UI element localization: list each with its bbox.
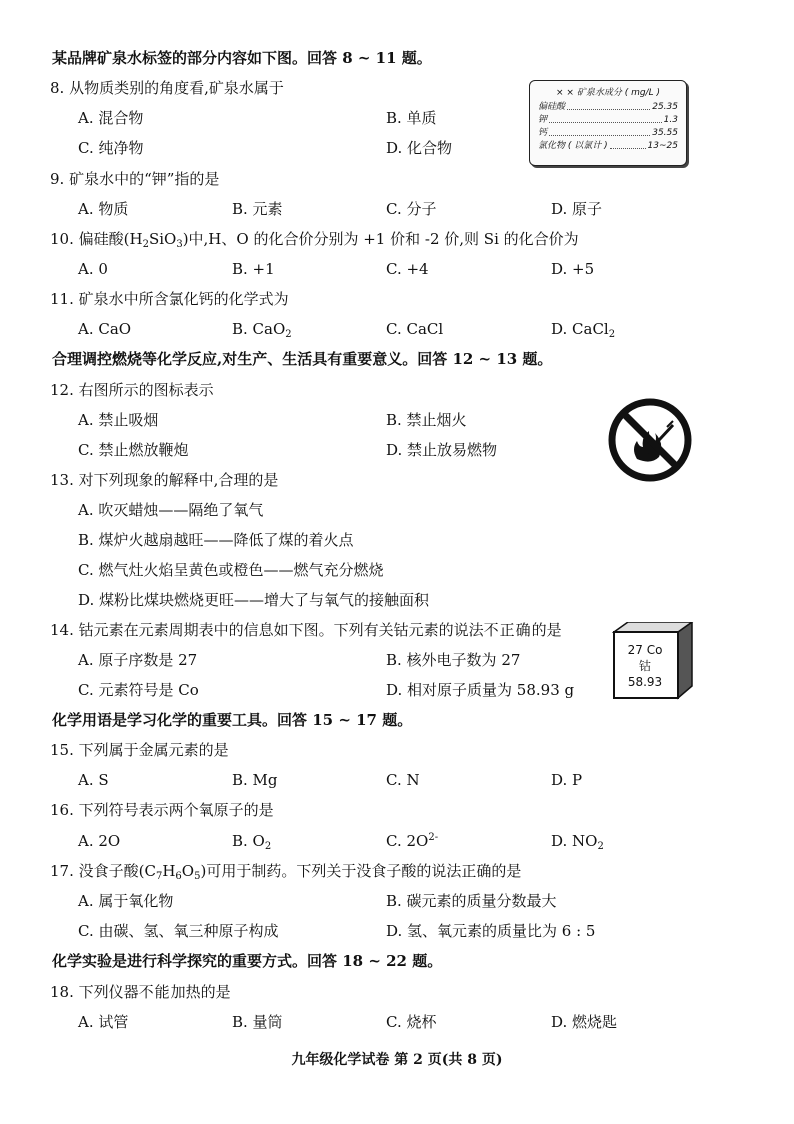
q18-option-c[interactable]: C. 烧杯 — [386, 1013, 437, 1031]
question-12-stem: 12. 右图所示的图标表示 — [50, 381, 214, 399]
q12-option-d[interactable]: D. 禁止放易燃物 — [386, 441, 498, 459]
q13-option-a[interactable]: A. 吹灭蜡烛——隔绝了氧气 — [78, 501, 264, 519]
q10-option-d[interactable]: D. +5 — [551, 260, 595, 278]
q8-option-b[interactable]: B. 单质 — [386, 109, 437, 127]
emphasis-not-correct: 不正确 — [483, 621, 532, 639]
q14-option-c[interactable]: C. 元素符号是 Co — [78, 681, 199, 699]
q8-option-a[interactable]: A. 混合物 — [78, 109, 144, 127]
q16-option-c[interactable]: C. $2O^{2-}$ — [386, 832, 439, 850]
q9-option-d[interactable]: D. 原子 — [551, 200, 603, 218]
q18-option-a[interactable]: A. 试管 — [78, 1013, 129, 1031]
q13-option-b[interactable]: B. 煤炉火越扇越旺——降低了煤的着火点 — [78, 531, 354, 549]
question-18-stem: 18. 下列仪器不能加热的是 — [50, 983, 231, 1001]
label-row: 氯化物 ( 以氯计 ) 13~25 — [538, 141, 678, 151]
q11-option-d[interactable]: D. CaCl$_2$ — [551, 320, 616, 340]
q8-option-d[interactable]: D. 化合物 — [386, 139, 453, 157]
q12-option-b[interactable]: B. 禁止烟火 — [386, 411, 467, 429]
q11-option-c[interactable]: C. CaCl — [386, 320, 444, 338]
question-11-stem: 11. 矿泉水中所含氯化钙的化学式为 — [50, 290, 289, 308]
q10-option-a[interactable]: A. 0 — [78, 260, 108, 278]
q14-option-b[interactable]: B. 核外电子数为 27 — [386, 651, 521, 669]
q18-option-b[interactable]: B. 量筒 — [232, 1013, 283, 1031]
q8-option-c[interactable]: C. 纯净物 — [78, 139, 144, 157]
question-10-stem: 10. 偏硅酸$(H_2SiO_3)$中,H、O 的化合价分别为 +1 价和 -2 价,则 Si 的化合价为 — [50, 230, 579, 250]
q16-option-b[interactable]: B. $O_2$ — [232, 832, 272, 852]
question-15-stem: 15. 下列属于金属元素的是 — [50, 741, 229, 759]
cobalt-tile-text — [613, 642, 677, 690]
question-17-stem: 17. 没食子酸$(C_7H_6O_5)$可用于制药。下列关于没食子酸的说法正确的是 — [50, 862, 522, 882]
q16-option-a[interactable]: A. 2O — [78, 832, 121, 850]
section-intro-8-11: 某品牌矿泉水标签的部分内容如下图。回答 8 ~ 11 题。 — [52, 49, 432, 67]
element-name: 钴 — [638, 659, 651, 673]
q9-option-b[interactable]: B. 元素 — [232, 200, 283, 218]
page-footer: 九年级化学试卷 第 2 页(共 8 页) — [291, 1052, 503, 1068]
atomic-number: 27 — [627, 643, 643, 657]
q17-option-c[interactable]: C. 由碳、氢、氧三种原子构成 — [78, 922, 279, 940]
label-row: 钾 1.3 — [538, 115, 678, 125]
label-row: 偏硅酸 25.35 — [538, 102, 678, 112]
q12-option-a[interactable]: A. 禁止吸烟 — [78, 411, 159, 429]
element-symbol: Co — [646, 643, 663, 657]
q10-option-c[interactable]: C. +4 — [386, 260, 429, 278]
question-9-stem: 9. 矿泉水中的“钾”指的是 — [50, 170, 220, 188]
q13-option-c[interactable]: C. 燃气灶火焰呈黄色或橙色——燃气充分燃烧 — [78, 561, 384, 579]
q9-option-a[interactable]: A. 物质 — [78, 200, 129, 218]
q18-option-d[interactable]: D. 燃烧匙 — [551, 1013, 618, 1031]
q15-option-a[interactable]: A. S — [78, 771, 109, 789]
section-intro-18-22: 化学实验是进行科学探究的重要方式。回答 18 ~ 22 题。 — [52, 952, 443, 970]
q14-option-d[interactable]: D. 相对原子质量为 58.93 g — [386, 681, 575, 699]
q12-option-c[interactable]: C. 禁止燃放鞭炮 — [78, 441, 189, 459]
q15-option-b[interactable]: B. Mg — [232, 771, 278, 789]
q15-option-c[interactable]: C. N — [386, 771, 420, 789]
q17-option-a[interactable]: A. 属于氧化物 — [78, 892, 174, 910]
label-title: × × 矿泉水成分 ( mg/L ) — [556, 88, 660, 98]
q15-option-d[interactable]: D. P — [551, 771, 583, 789]
question-14-stem: 14. 钴元素在元素周期表中的信息如下图。下列有关钴元素的说法不正确的是 — [50, 621, 562, 639]
q16-option-d[interactable]: D. $NO_2$ — [551, 832, 604, 852]
emphasis-cannot: 不能 — [138, 983, 171, 1001]
q9-option-c[interactable]: C. 分子 — [386, 200, 437, 218]
question-8-stem: 8. 从物质类别的角度看,矿泉水属于 — [50, 79, 284, 97]
section-intro-15-17: 化学用语是学习化学的重要工具。回答 15 ~ 17 题。 — [52, 711, 413, 729]
q17-option-b[interactable]: B. 碳元素的质量分数最大 — [386, 892, 557, 910]
q14-option-a[interactable]: A. 原子序数是 27 — [78, 651, 198, 669]
question-13-stem: 13. 对下列现象的解释中,合理的是 — [50, 471, 279, 489]
q13-option-d[interactable]: D. 煤粉比煤块燃烧更旺——增大了与氧气的接触面积 — [78, 591, 430, 609]
atomic-mass: 58.93 — [627, 675, 663, 689]
q11-option-a[interactable]: A. CaO — [78, 320, 132, 338]
q17-option-d[interactable]: D. 氢、氧元素的质量比为 6 : 5 — [386, 922, 596, 940]
section-intro-12-13: 合理调控燃烧等化学反应,对生产、生活具有重要意义。回答 12 ~ 13 题。 — [52, 350, 553, 368]
question-16-stem: 16. 下列符号表示两个氧原子的是 — [50, 801, 274, 819]
label-row: 钙 35.55 — [538, 128, 678, 138]
q11-option-b[interactable]: B. CaO$_2$ — [232, 320, 292, 340]
q10-option-b[interactable]: B. +1 — [232, 260, 275, 278]
